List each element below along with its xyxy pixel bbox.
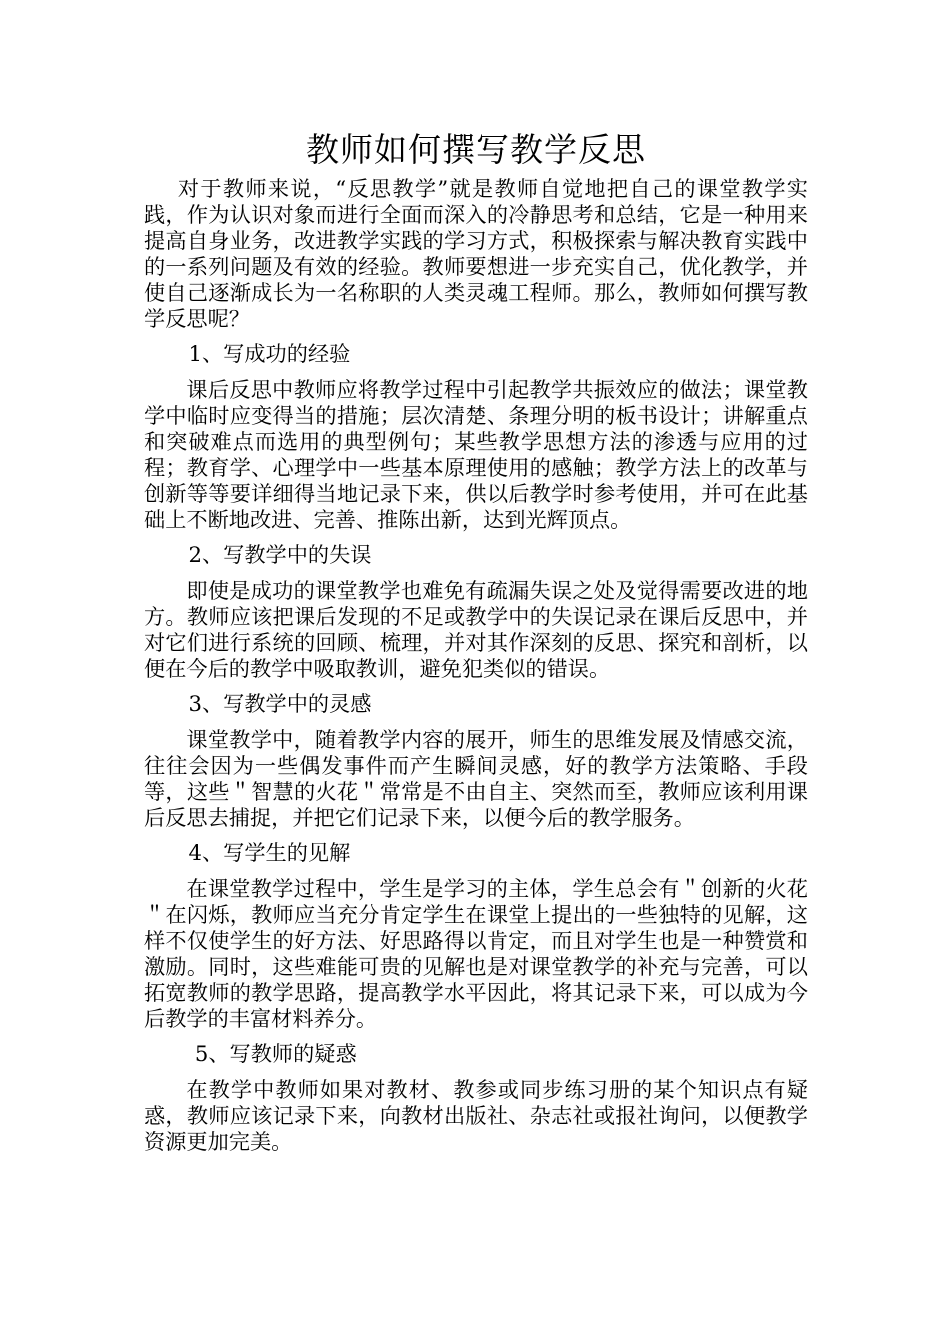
section-body-3: 课堂教学中，随着教学内容的展开，师生的思维发展及情感交流，往往会因为一些偶发事件而产生瞬间灵感，好的教学方法策略、手段等，这些＂智慧的火花＂常常是不由自主、突然而至，教师应该利用课后反思去捕捉，并把它们记录下来，以便今后的教学服务。 <box>144 727 808 830</box>
section-heading-4: 4、写学生的见解 <box>188 840 351 865</box>
section-body-4: 在课堂教学过程中，学生是学习的主体，学生总会有＂创新的火花＂在闪烁，教师应当充分肯定学生在课堂上提出的一些独特的见解，这样不仅使学生的好方法、好思路得以肯定，而且对学生也是一种赞赏和激励。同时，这些难能可贵的见解也是对课堂教学的补充与完善，可以拓宽教师的教学思路，提高教学水平因此，将其记录下来，可以成为今后教学的丰富材料养分。 <box>144 876 808 1031</box>
section-body-2: 即使是成功的课堂教学也难免有疏漏失误之处及觉得需要改进的地方。教师应该把课后发现的不足或教学中的失误记录在课后反思中，并对它们进行系统的回顾、梳理，并对其作深刻的反思、探究和剖析，以便在今后的教学中吸取教训，避免犯类似的错误。 <box>144 578 808 681</box>
section-body-1: 课后反思中教师应将教学过程中引起教学共振效应的做法；课堂教学中临时应变得当的措施；层次清楚、条理分明的板书设计；讲解重点和突破难点而选用的典型例句；某些教学思想方法的渗透与应用的过程；教育学、心理学中一些基本原理使用的感触；教学方法上的改革与创新等等要详细得当地记录下来，供以后教学时参考使用，并可在此基础上不断地改进、完善、推陈出新，达到光辉顶点。 <box>144 377 808 532</box>
section-heading-5: 5、写教师的疑惑 <box>194 1041 357 1066</box>
section-body-5: 在教学中教师如果对教材、教参或同步练习册的某个知识点有疑惑，教师应该记录下来，向教材出版社、杂志社或报社询问，以便教学资源更加完美。 <box>144 1077 808 1154</box>
document-title: 教师如何撰写教学反思 <box>306 130 646 169</box>
section-heading-3: 3、写教学中的灵感 <box>188 691 372 716</box>
section-heading-1: 1、写成功的经验 <box>188 341 351 366</box>
document-page <box>144 128 808 1155</box>
intro-paragraph: 对于教师来说，“反思教学”就是教师自觉地把自己的课堂教学实践，作为认识对象而进行全面而深入的冷静思考和总结，它是一种用来提高自身业务，改进教学实践的学习方式，积极探索与解决教育实践中的一系列问题及有效的经验。教师要想进一步充实自己，优化教学，并使自己逐渐成长为一名称职的人类灵魂工程师。那么，教师如何撰写教学反思呢？ <box>144 176 808 331</box>
section-heading-2: 2、写教学中的失误 <box>188 542 372 567</box>
